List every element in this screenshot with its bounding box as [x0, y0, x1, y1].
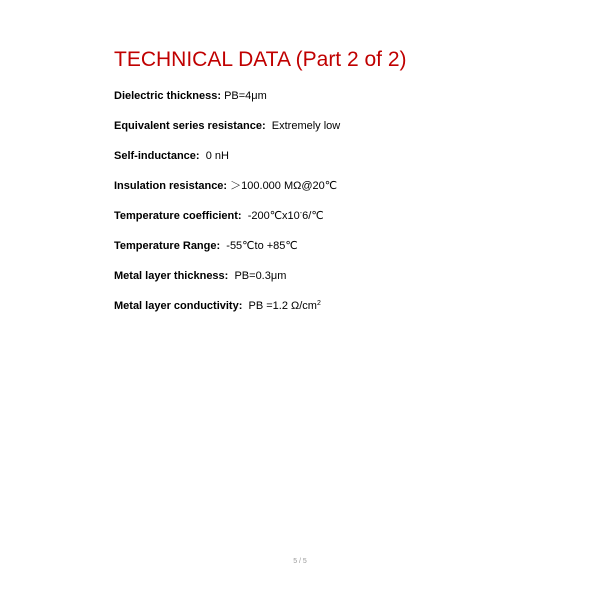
- spec-label: Metal layer thickness:: [114, 270, 229, 282]
- spec-label: Insulation resistance:: [114, 180, 228, 192]
- page-number: 5 / 5: [293, 558, 307, 565]
- spec-row-equivalent-series-resistance: [114, 118, 340, 148]
- spec-row-metal-layer-thickness: [114, 268, 340, 298]
- spec-label: Self-inductance:: [114, 150, 200, 162]
- spec-row-self-inductance: [114, 148, 340, 178]
- spec-value: PB=4μm: [224, 90, 267, 102]
- spec-row-temperature-coefficient: [114, 208, 340, 238]
- spec-value: -200℃x10: [247, 210, 300, 222]
- spec-value: Extremely low: [271, 120, 341, 132]
- spec-row-insulation-resistance: [114, 178, 340, 208]
- spec-value: PB=0.3μm: [234, 270, 287, 282]
- spec-value-superscript: -: [299, 210, 303, 217]
- page-title: TECHNICAL DATA (Part 2 of 2): [114, 48, 407, 71]
- spec-label: Temperature Range:: [114, 240, 221, 252]
- spec-label: Metal layer conductivity:: [114, 300, 243, 312]
- spec-row-temperature-range: [114, 238, 340, 268]
- spec-list: [114, 88, 340, 328]
- spec-label: Dielectric thickness:: [114, 90, 221, 102]
- spec-value: -55℃to +85℃: [226, 240, 298, 252]
- spec-label: Equivalent series resistance:: [114, 120, 266, 132]
- spec-value-suffix: 6/℃: [302, 210, 324, 222]
- spec-row-dielectric-thickness: [114, 88, 340, 118]
- spec-label: Temperature coefficient:: [114, 210, 242, 222]
- spec-value-superscript: 2: [316, 300, 321, 307]
- spec-value: 0 nH: [205, 150, 229, 162]
- spec-value: PB =1.2 Ω/cm: [248, 300, 317, 312]
- spec-row-metal-layer-conductivity: [114, 298, 340, 328]
- spec-value: ＞100.000 MΩ@20℃: [230, 180, 338, 192]
